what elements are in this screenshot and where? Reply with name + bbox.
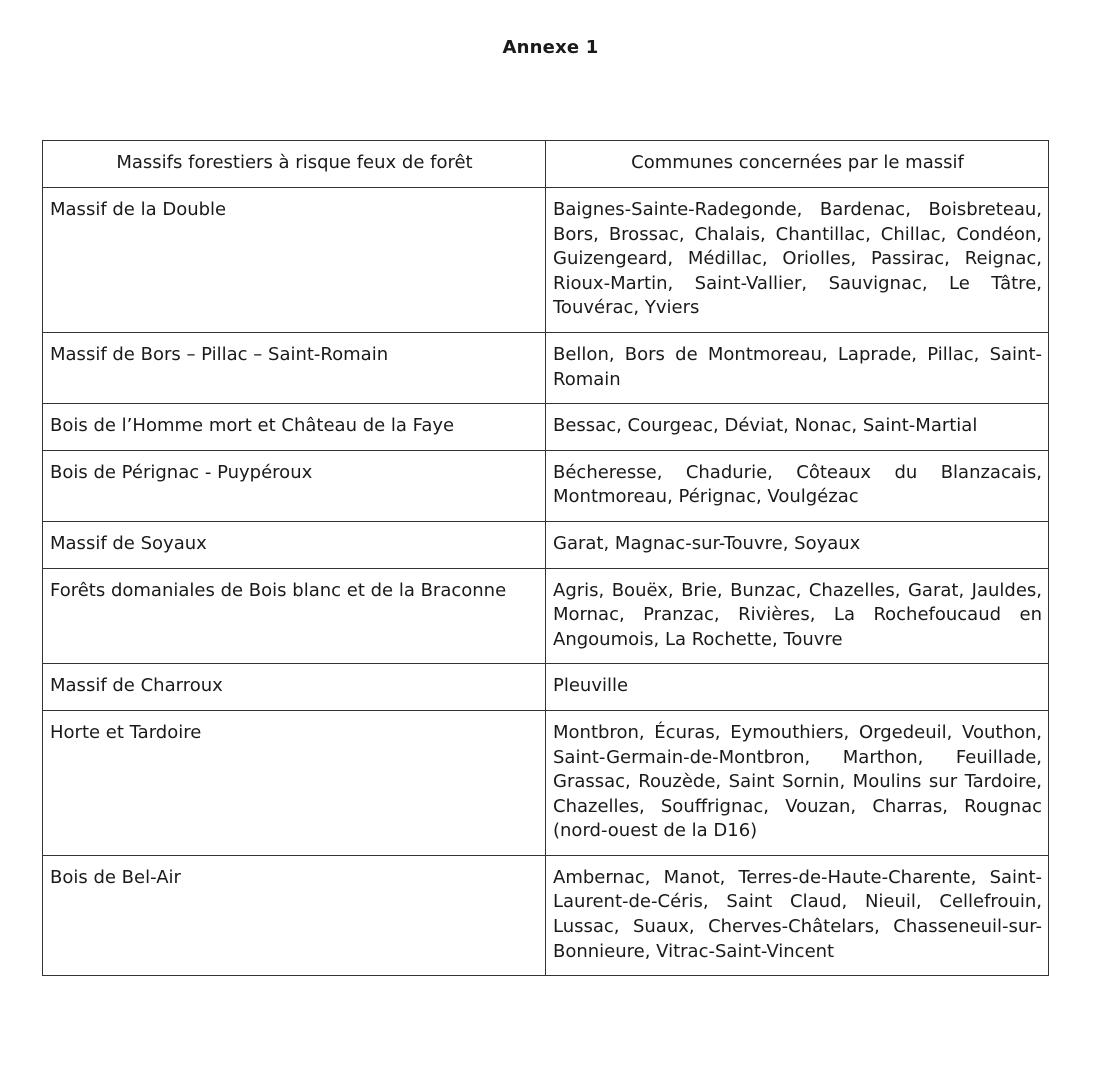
communes-list: Pleuville xyxy=(546,664,1049,711)
communes-list: Ambernac, Manot, Terres-de-Haute-Charente, Saint-Laurent-de-Céris, Saint Claud, Nieuil, Cellefrouin, Lussac, Suaux, Cherves-Châtelars, Chasseneuil-sur-Bonnieure, Vitrac-Saint-Vincent xyxy=(546,855,1049,975)
table-header-row xyxy=(43,141,1049,188)
page-title: Annexe 1 xyxy=(502,37,599,58)
table-row xyxy=(43,710,1049,855)
massif-name: Massif de la Double xyxy=(43,188,546,333)
communes-list: Montbron, Écuras, Eymouthiers, Orgedeuil, Vouthon, Saint-Germain-de-Montbron, Marthon, Feuillade, Grassac, Rouzède, Saint Sornin, Moulins sur Tardoire, Chazelles, Souffrignac, Vouzan, Charras, Rougnac (nord-ouest de la D16) xyxy=(546,710,1049,855)
table-row xyxy=(43,404,1049,451)
header-massifs: Massifs forestiers à risque feux de forêt xyxy=(43,141,546,188)
table-row xyxy=(43,450,1049,521)
massif-name: Bois de Bel-Air xyxy=(43,855,546,975)
massif-name: Forêts domaniales de Bois blanc et de la Braconne xyxy=(43,568,546,664)
table-row xyxy=(43,664,1049,711)
header-communes: Communes concernées par le massif xyxy=(546,141,1049,188)
table-row xyxy=(43,332,1049,403)
massif-name: Massif de Charroux xyxy=(43,664,546,711)
massif-name: Horte et Tardoire xyxy=(43,710,546,855)
massif-name: Bois de Pérignac - Puypéroux xyxy=(43,450,546,521)
communes-list: Bécheresse, Chadurie, Côteaux du Blanzacais, Montmoreau, Pérignac, Voulgézac xyxy=(546,450,1049,521)
massifs-table xyxy=(42,140,1049,976)
table-row xyxy=(43,855,1049,975)
communes-list: Baignes-Sainte-Radegonde, Bardenac, Boisbreteau, Bors, Brossac, Chalais, Chantillac, Chillac, Condéon, Guizengeard, Médillac, Oriolles, Passirac, Reignac, Rioux-Martin, Saint-Vallier, Sauvignac, Le Tâtre, Touvérac, Yviers xyxy=(546,188,1049,333)
massif-name: Massif de Soyaux xyxy=(43,521,546,568)
table-row xyxy=(43,188,1049,333)
communes-list: Agris, Bouëx, Brie, Bunzac, Chazelles, Garat, Jauldes, Mornac, Pranzac, Rivières, La Rochefoucaud en Angoumois, La Rochette, Touvre xyxy=(546,568,1049,664)
massif-name: Massif de Bors – Pillac – Saint-Romain xyxy=(43,332,546,403)
table-row xyxy=(43,568,1049,664)
communes-list: Garat, Magnac-sur-Touvre, Soyaux xyxy=(546,521,1049,568)
table-row xyxy=(43,521,1049,568)
massif-name: Bois de l’Homme mort et Château de la Faye xyxy=(43,404,546,451)
communes-list: Bellon, Bors de Montmoreau, Laprade, Pillac, Saint-Romain xyxy=(546,332,1049,403)
communes-list: Bessac, Courgeac, Déviat, Nonac, Saint-Martial xyxy=(546,404,1049,451)
